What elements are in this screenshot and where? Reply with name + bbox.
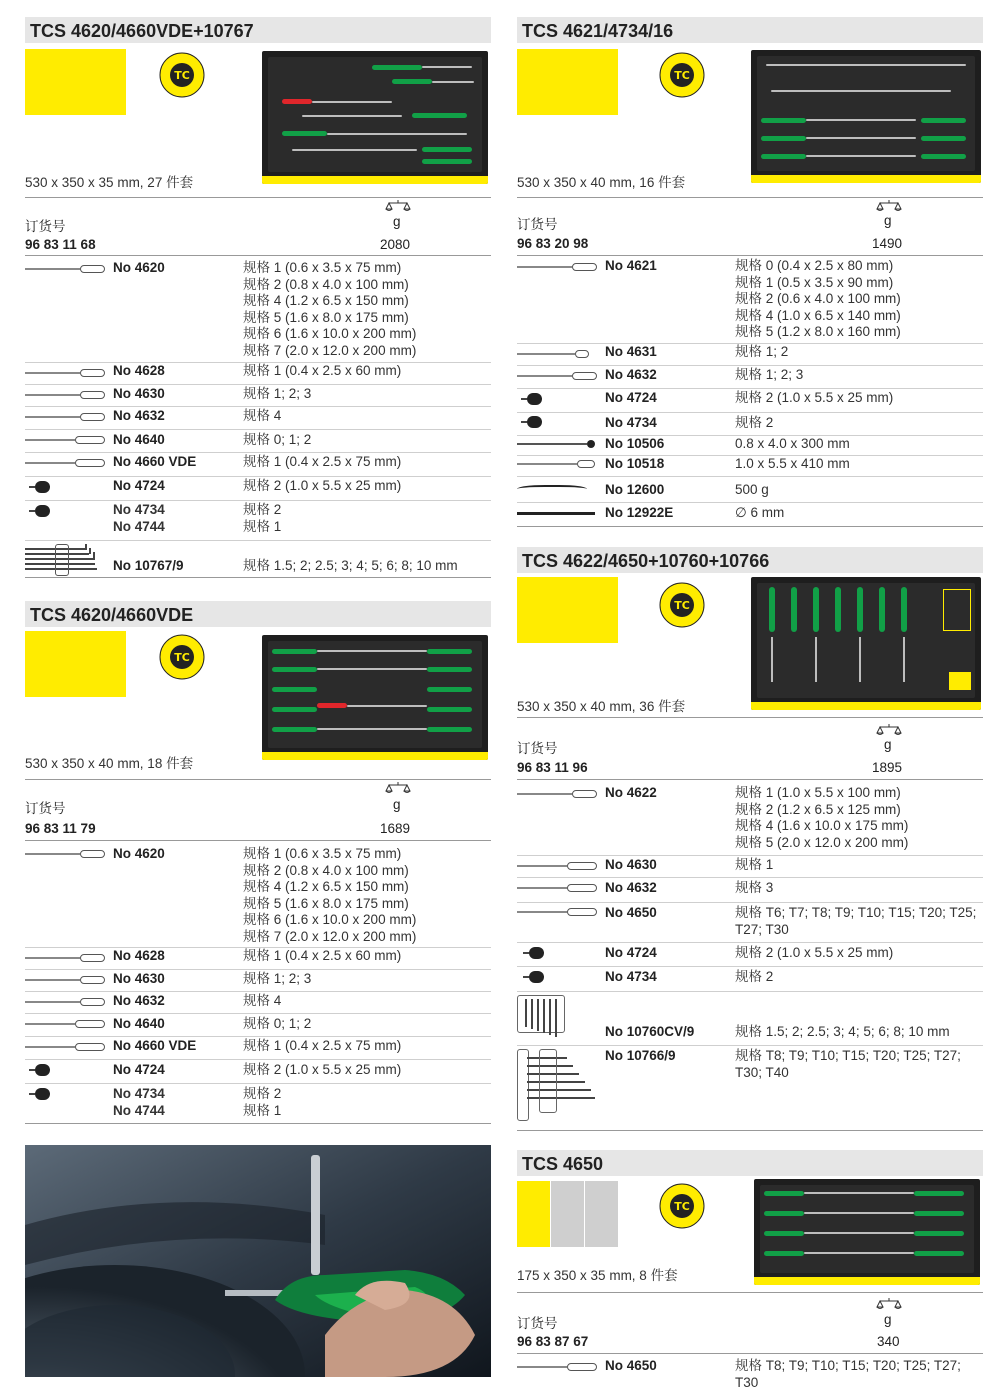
- tray-photo: [754, 1179, 980, 1285]
- stubby-screwdriver-icon: [517, 415, 547, 429]
- section-tcs-4650: [517, 1150, 983, 1390]
- dimensions-text: 175 x 350 x 35 mm, 8 件套: [517, 1268, 678, 1283]
- list-item: No 4628 规格 1 (0.4 x 2.5 x 60 mm): [25, 362, 491, 384]
- tray-photo: [751, 50, 981, 183]
- section-title: TCS 4621/4734/16: [517, 17, 983, 43]
- order-number-label: 订货号: [25, 219, 66, 234]
- tray-photo: [262, 51, 488, 184]
- list-item: No 10506 0.8 x 4.0 x 300 mm: [517, 435, 983, 455]
- svg-text:TC: TC: [674, 599, 690, 612]
- stubby-screwdriver-icon: [25, 504, 55, 518]
- list-item: No 4632 规格 1; 2; 3: [517, 365, 983, 387]
- color-swatch-grey: [585, 1181, 618, 1247]
- list-item: No 4650 规格 T8; T9; T10; T15; T20; T25; T27; T30: [517, 1356, 983, 1378]
- tc-logo-icon: [659, 52, 705, 98]
- tc-logo-icon: [659, 582, 705, 628]
- tc-logo-icon: [659, 1183, 705, 1229]
- color-swatch-yellow: [517, 49, 618, 115]
- list-item: No 12600 500 g: [517, 476, 983, 500]
- order-number-label: 订货号: [517, 1316, 558, 1331]
- screwdriver-icon: [517, 881, 597, 895]
- list-item: No 4660 VDE 规格 1 (0.4 x 2.5 x 75 mm): [25, 452, 491, 474]
- color-swatch-yellow: [25, 49, 126, 115]
- screwdriver-icon: [25, 366, 105, 380]
- weight-value: 340: [877, 1334, 900, 1349]
- svg-text:TC: TC: [174, 651, 190, 664]
- svg-text:TC: TC: [174, 69, 190, 82]
- order-number: 96 83 11 79: [25, 821, 96, 836]
- svg-text:TC: TC: [674, 69, 690, 82]
- weight-unit: g: [884, 737, 892, 752]
- weight-value: 1689: [380, 821, 411, 836]
- order-number: 96 83 20 98: [517, 236, 589, 251]
- screwdriver-icon: [25, 388, 105, 402]
- order-number-label: 订货号: [517, 217, 558, 232]
- list-item: No 4620 规格 1 (0.6 x 3.5 x 75 mm) 规格 2 (0.8 x 4.0 x 100 mm) 规格 4 (1.2 x 6.5 x 150 mm) 规格 5 (1.6 x 8.0 x 175 mm) 规格 6 (1.6 x 10.0 x 200 mm) 规格 7 (2.0 x 12.0 x 200 mm): [25, 845, 491, 945]
- list-item: No 10766/9 规格 T8; T9; T10; T15; T20; T25; T27; T30; T40: [517, 1045, 983, 1125]
- stubby-screwdriver-icon: [517, 970, 547, 984]
- list-item: No 4724 规格 2 (1.0 x 5.5 x 25 mm): [25, 1059, 491, 1081]
- screwdriver-icon: [517, 859, 597, 873]
- section-title: TCS 4650: [517, 1150, 983, 1176]
- scale-icon: [876, 1297, 902, 1311]
- screwdriver-icon: [25, 262, 105, 276]
- screwdriver-icon: [25, 995, 105, 1009]
- weight-unit: g: [884, 1312, 892, 1327]
- stubby-screwdriver-icon: [517, 946, 547, 960]
- list-item: No 4734 规格 2: [517, 412, 983, 434]
- list-item: No 4621 规格 0 (0.4 x 2.5 x 80 mm) 规格 1 (0.5 x 3.5 x 90 mm) 规格 2 (0.6 x 4.0 x 100 mm) 规格 4 (1.0 x 6.5 x 140 mm) 规格 5 (1.2 x 8.0 x 160 mm): [517, 258, 983, 342]
- list-item: No 4640 规格 0; 1; 2: [25, 429, 491, 451]
- dimensions-text: 530 x 350 x 40 mm, 16 件套: [517, 175, 686, 190]
- scale-icon: [385, 199, 411, 213]
- list-item: No 4640 规格 0; 1; 2: [25, 1013, 491, 1035]
- magnetic-pickup-icon: [517, 480, 597, 494]
- flexible-pick-icon: [517, 437, 597, 451]
- list-item: No 4632 规格 4: [25, 991, 491, 1013]
- tray-photo: [751, 577, 981, 710]
- list-item: No 4724 规格 2 (1.0 x 5.5 x 25 mm): [517, 388, 983, 412]
- list-item: No 4632 规格 3: [517, 877, 983, 901]
- flexible-pick-icon: [517, 457, 597, 471]
- list-item: No 4660 VDE 规格 1 (0.4 x 2.5 x 75 mm): [25, 1036, 491, 1058]
- list-item: No 4724 规格 2 (1.0 x 5.5 x 25 mm): [25, 476, 491, 498]
- section-title: TCS 4622/4650+10760+10766: [517, 547, 983, 573]
- list-item: No 4734 规格 2: [517, 966, 983, 990]
- list-item: No 10767/9 规格 1.5; 2; 2.5; 3; 4; 5; 6; 8; 10 mm: [25, 540, 491, 577]
- list-item: No 4631 规格 1; 2: [517, 343, 983, 365]
- order-number: 96 83 87 67: [517, 1334, 589, 1349]
- weight-value: 1895: [872, 760, 903, 775]
- list-item: No 4650 规格 T6; T7; T8; T9; T10; T15; T20; T25; T27; T30: [517, 902, 983, 942]
- order-number: 96 83 11 96: [517, 760, 588, 775]
- scale-icon: [385, 781, 411, 795]
- section-tcs-4621-4734-16: [517, 17, 983, 527]
- scale-icon: [876, 723, 902, 737]
- color-swatch-yellow: [25, 631, 126, 697]
- dimensions-text: 530 x 350 x 40 mm, 36 件套: [517, 699, 686, 714]
- torx-key-set-icon: [517, 1049, 597, 1121]
- usage-photo: [25, 1145, 491, 1377]
- hex-key-set-icon: [517, 995, 567, 1037]
- screwdriver-icon: [517, 369, 597, 383]
- list-item: No 4630 规格 1: [517, 855, 983, 877]
- screwdriver-icon: [517, 787, 597, 801]
- torx-screwdriver-icon: [517, 1360, 597, 1374]
- color-swatch-grey: [551, 1181, 584, 1247]
- section-title: TCS 4620/4660VDE+10767: [25, 17, 491, 43]
- screwdriver-icon: [517, 260, 597, 274]
- screwdriver-icon: [25, 433, 105, 447]
- list-item: No 4620 规格 1 (0.6 x 3.5 x 75 mm) 规格 2 (0.8 x 4.0 x 100 mm) 规格 4 (1.2 x 6.5 x 150 mm) 规格 5 (1.6 x 8.0 x 175 mm) 规格 6 (1.6 x 10.0 x 200 mm) 规格 7 (2.0 x 12.0 x 200 mm): [25, 260, 491, 360]
- list-item: No 4622 规格 1 (1.0 x 5.5 x 100 mm) 规格 2 (1.2 x 6.5 x 125 mm) 规格 4 (1.6 x 10.0 x 175 mm) 规格 5 (2.0 x 12.0 x 200 mm): [517, 785, 983, 855]
- section-title: TCS 4620/4660VDE: [25, 601, 491, 627]
- color-swatch-yellow: [517, 577, 618, 643]
- hex-key-set-icon: [25, 544, 97, 574]
- list-item: No 4632 规格 4: [25, 406, 491, 428]
- list-item: No 4628 规格 1 (0.4 x 2.5 x 60 mm): [25, 947, 491, 969]
- stubby-screwdriver-icon: [25, 1087, 55, 1101]
- list-item: No 4734 No 4744 规格 2 规格 1: [25, 1083, 491, 1123]
- weight-unit: g: [393, 797, 401, 812]
- stubby-screwdriver-icon: [25, 480, 55, 494]
- stubby-screwdriver-icon: [25, 1063, 55, 1077]
- order-number-label: 订货号: [25, 801, 66, 816]
- tray-photo: [262, 635, 488, 760]
- weight-value: 1490: [872, 236, 903, 251]
- svg-text:TC: TC: [674, 1200, 690, 1213]
- tc-logo-icon: [159, 52, 205, 98]
- scale-icon: [876, 199, 902, 213]
- dimensions-text: 530 x 350 x 40 mm, 18 件套: [25, 756, 194, 771]
- torx-screwdriver-icon: [517, 905, 597, 919]
- weight-unit: g: [884, 213, 892, 228]
- weight-value: 2080: [380, 237, 411, 252]
- screwdriver-icon: [25, 410, 105, 424]
- tc-logo-icon: [159, 634, 205, 680]
- screwdriver-vde-icon: [25, 1040, 105, 1054]
- stubby-screwdriver-icon: [517, 392, 547, 406]
- list-item: No 10518 1.0 x 5.5 x 410 mm: [517, 455, 983, 475]
- screwdriver-vde-icon: [25, 456, 105, 470]
- dimensions-text: 530 x 350 x 35 mm, 27 件套: [25, 175, 194, 190]
- order-number-label: 订货号: [517, 741, 558, 756]
- list-item: No 4724 规格 2 (1.0 x 5.5 x 25 mm): [517, 942, 983, 966]
- list-item: No 4630 规格 1; 2; 3: [25, 969, 491, 991]
- screwdriver-icon: [25, 1017, 105, 1031]
- list-item: No 4630 规格 1; 2; 3: [25, 384, 491, 406]
- screwdriver-icon: [517, 347, 597, 361]
- section-tcs-4620-4660vde: [25, 601, 491, 1124]
- screwdriver-icon: [25, 951, 105, 965]
- screwdriver-icon: [25, 973, 105, 987]
- flexible-shaft-icon: [517, 506, 597, 520]
- weight-unit: g: [393, 214, 401, 229]
- color-swatch-yellow: [517, 1181, 550, 1247]
- order-number: 96 83 11 68: [25, 237, 96, 252]
- screwdriver-icon: [25, 847, 105, 861]
- section-tcs-4622-4650-10760-10766: [517, 547, 983, 1131]
- list-item: No 12922E ∅ 6 mm: [517, 502, 983, 524]
- list-item: No 10760CV/9 规格 1.5; 2; 2.5; 3; 4; 5; 6; 8; 10 mm: [517, 991, 983, 1043]
- section-tcs-4620-4660vde-10767: [25, 17, 491, 577]
- list-item: No 4734 No 4744 规格 2 规格 1: [25, 500, 491, 540]
